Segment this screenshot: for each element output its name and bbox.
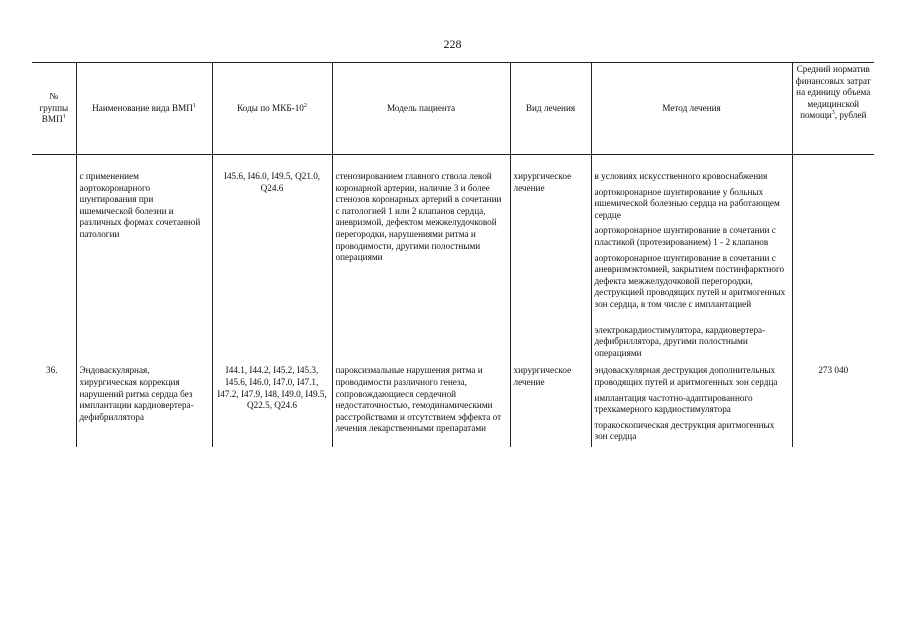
method-item: аортокоронарное шунтирование в сочетании с аневризмэктомией, закрытием постинфарктного дефекта межжелудочковой перегородки, деструкцией проводящих путей и аритмогенных зон сердца, в том числе с имплантацией	[594, 252, 786, 309]
cell-type-name: Эндоваскулярная, хирургическая коррекция нарушений ритма сердца без имплантации кардиовертера-дефибриллятора	[76, 363, 212, 447]
cell-patient-model: стенозированием главного ствола левой коронарной артерии, наличие 3 и более стенозов коронарных артерий в сочетании с патологией 1 или 2 клапанов сердца, аневризмой, дефектом межжелудочковой перегородки, нарушениями ритма и проводимости, другими полостными операциями	[332, 171, 510, 363]
page-number: 228	[443, 37, 462, 51]
cell-treatment-type: хирургическое лечение	[510, 363, 591, 447]
header-group-no: № группы ВМП$^1$	[32, 63, 76, 155]
cell-group-no	[32, 171, 76, 363]
method-item: электрокардиостимулятора, кардиовертера-дефибриллятора, другими полостными операциями	[594, 324, 766, 358]
cell-avg-cost	[792, 171, 874, 363]
header-type-name: Наименование вида ВМП$^1$	[76, 63, 212, 155]
table-row	[32, 363, 874, 447]
method-item: эндоваскулярная деструкция дополнительных проводящих путей и аритмогенных зон сердца	[594, 365, 778, 387]
spacer-row	[32, 155, 874, 172]
table-row	[32, 171, 874, 363]
header-avg-cost: Средний норматив финансовых затрат на единицу объема медицинской помощи$^3$, рублей	[792, 63, 874, 155]
method-item: в условиях искусственного кровоснабжения	[594, 171, 768, 181]
vmp-table	[32, 62, 874, 447]
header-treatment-type: Вид лечения	[510, 63, 591, 155]
cell-group-no: 36.	[46, 365, 58, 376]
cell-type-name: с применением аортокоронарного шунтирования при ишемической болезни и различных формах сочетанной патологии	[76, 171, 212, 363]
header-mkb-codes: Коды по МКБ-$10^2$	[212, 63, 332, 155]
method-item: аортокоронарное шунтирование в сочетании с пластикой (протезированием) 1 - 2 клапанов	[594, 225, 776, 247]
cell-mkb-codes: I44.1, I44.2, I45.2, I45.3, I45.6, I46.0, I47.0, I47.1, I47.2, I47.9, I48, I49.0, I49.5, Q22.5, Q24.6	[212, 363, 332, 447]
cell-mkb-codes: I45.6, I46.0, I49.5, Q21.0, Q24.6	[212, 171, 332, 363]
cell-patient-model: пароксизмальные нарушения ритма и проводимости различного генеза, сопровождающиеся сердечной недостаточностью, гемодинамическими расстройствами и отсутствием эффекта от лечения лекарственными препаратами	[332, 363, 510, 447]
cell-avg-cost: 273 040	[792, 363, 874, 447]
cell-treatment-methods	[591, 363, 792, 447]
cell-treatment-methods	[591, 171, 792, 363]
method-item: торакоскопическая деструкция аритмогенных зон сердца	[594, 419, 775, 442]
method-item: имплантация частотно-адаптированного трехкамерного кардиостимулятора	[594, 392, 753, 415]
header-treatment-method: Метод лечения	[591, 63, 792, 155]
cell-treatment-type: хирургическое лечение	[510, 171, 591, 363]
table-header	[32, 63, 874, 155]
method-item: аортокоронарное шунтирование у больных ишемической болезнью сердца на работающем сердце	[594, 186, 780, 220]
header-patient-model: Модель пациента	[332, 63, 510, 155]
